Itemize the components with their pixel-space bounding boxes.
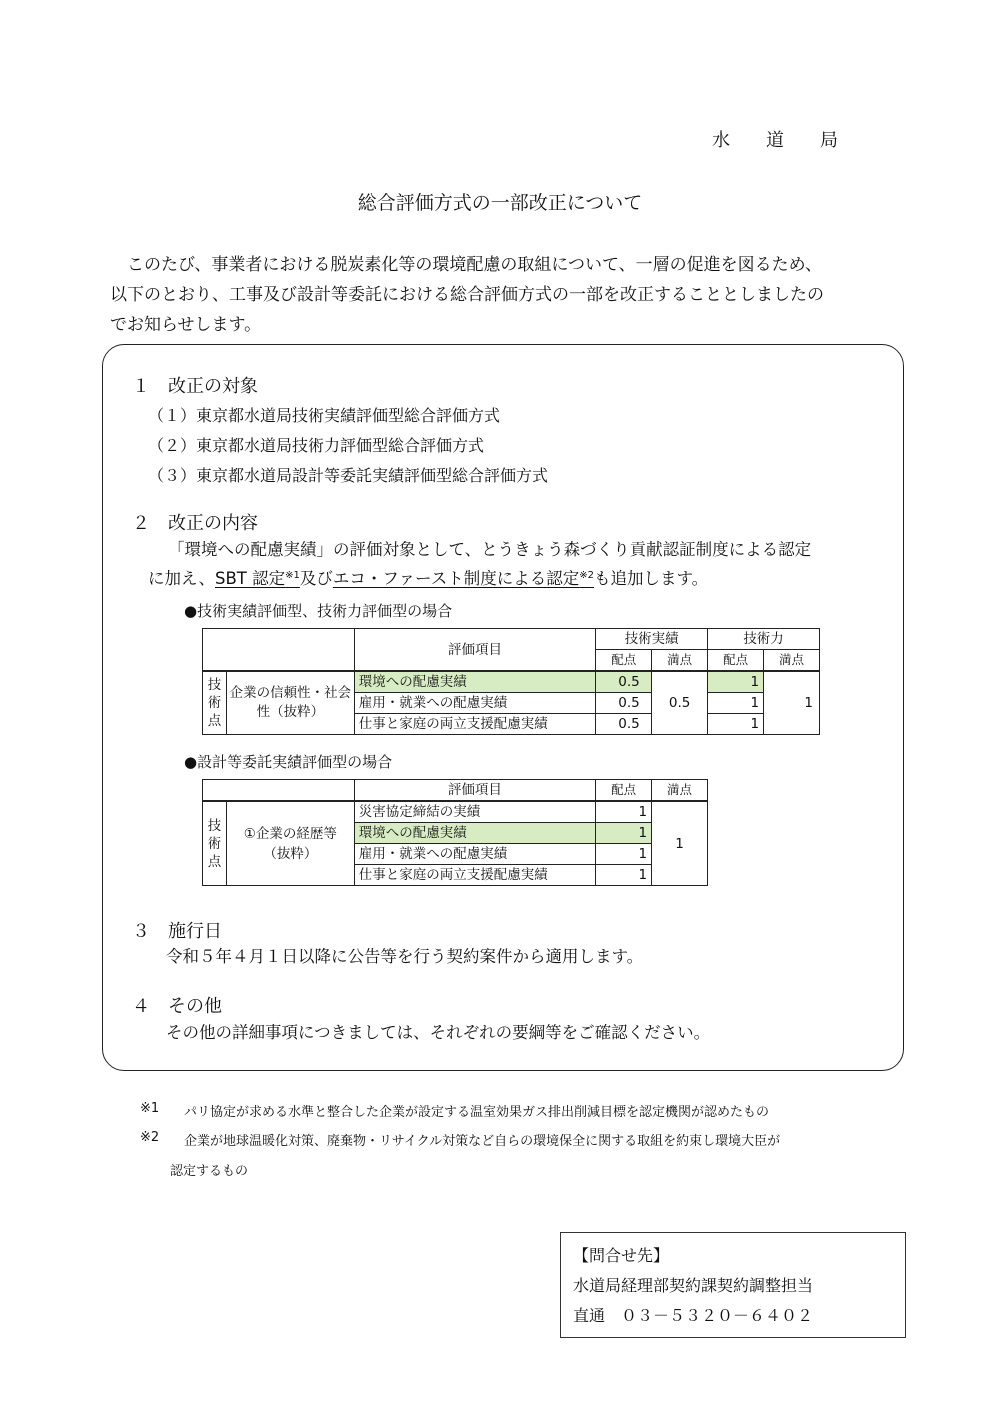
table1-g1-manten: 0.5 [652, 671, 708, 735]
sbt-certification [215, 569, 300, 588]
table1-row-item: 雇用・就業への配慮実績 [354, 693, 596, 714]
contact-label: 【問合せ先】 [573, 1246, 670, 1265]
table2-corner [203, 780, 355, 802]
table1-header-group2: 技術力 [708, 629, 820, 650]
table2-haiten: 1 [596, 823, 652, 844]
side-label-text: 技 術 点 [207, 817, 222, 870]
table1-row-item: 環境への配慮実績 [354, 671, 596, 693]
footnote-2-text: 企業が地球温暖化対策、廃棄物・リサイクル対策など自らの環境保全に関する取組を約束し環境大臣が [184, 1134, 781, 1149]
table2-category-line2: （抜粋） [263, 845, 318, 862]
table2-haiten: 1 [596, 844, 652, 865]
eco-first-certification [333, 569, 594, 588]
table2-header-manten: 満点 [652, 780, 708, 802]
table1-g1-haiten: 0.5 [596, 671, 652, 693]
table1-g2-haiten: 1 [708, 693, 764, 714]
section4-text: その他の詳細事項につきましては、それぞれの要綱等をご確認ください。 [166, 1023, 711, 1042]
table2-manten: 1 [652, 801, 708, 886]
intro-line: でお知らせします。 [110, 315, 262, 335]
footnote-1-text: パリ協定が求める水準と整合した企業が設定する温室効果ガス排出削減目標を認定機関が認めたもの [184, 1105, 770, 1120]
intro-paragraph [110, 250, 900, 340]
table1-header-haiten: 配点 [708, 650, 764, 672]
table1-row-item: 仕事と家庭の両立支援配慮実績 [354, 714, 596, 735]
table1-g2-haiten: 1 [708, 714, 764, 735]
table1-header-group1: 技術実績 [596, 629, 708, 650]
table1-caption: ●技術実績評価型、技術力評価型の場合 [184, 602, 453, 620]
contact-box [560, 1232, 906, 1338]
footnote-ref-2: ※2 [579, 570, 594, 581]
intro-line: このたび、事業者における脱炭素化等の環境配慮の取組について、一層の促進を図るため、 [110, 255, 822, 275]
table1-g1-haiten: 0.5 [596, 693, 652, 714]
para-text: に加え、 [148, 569, 215, 588]
table2-haiten: 1 [596, 801, 652, 823]
footnote-1-mark: ※1 [140, 1101, 160, 1116]
section2-para-line1: 「環境への配慮実績」の評価対象として、とうきょう森づくり貢献認証制度による認定 [168, 540, 812, 559]
table1-header-manten: 満点 [764, 650, 820, 672]
table2-category-line1: ①企業の経歴等 [243, 825, 337, 842]
section2-para-line2 [148, 564, 708, 593]
table2-side-label [203, 801, 227, 886]
side-label-text: 技 術 点 [207, 677, 222, 729]
table1-g1-haiten: 0.5 [596, 714, 652, 735]
para-text: 及び [299, 569, 333, 588]
table2-category [226, 801, 354, 886]
section1-heading: １ 改正の対象 [132, 376, 258, 397]
footnote-ref-1: ※1 [285, 570, 300, 581]
sbt-text: SBT 認定 [215, 569, 286, 588]
page-title: 総合評価方式の一部改正について [357, 192, 643, 214]
table1-header-item: 評価項目 [354, 629, 596, 672]
section1-item: （２）東京都水道局技術力評価型総合評価方式 [148, 436, 485, 455]
table2-haiten: 1 [596, 865, 652, 886]
table1-side-label [203, 671, 227, 735]
table2-header-item: 評価項目 [354, 780, 595, 802]
table2-row-item: 雇用・就業への配慮実績 [354, 844, 595, 865]
table2-row-item: 仕事と家庭の両立支援配慮実績 [354, 865, 595, 886]
table2-row-item: 災害協定締結の実績 [354, 801, 595, 823]
table2-header-haiten: 配点 [596, 780, 652, 802]
evaluation-table-2 [202, 779, 708, 886]
section4-heading: ４ その他 [132, 996, 222, 1017]
footnote-2-mark: ※2 [140, 1130, 160, 1145]
table2-row-item: 環境への配慮実績 [354, 823, 595, 844]
section2-heading: ２ 改正の内容 [132, 513, 258, 534]
section3-text: 令和５年４月１日以降に公告等を行う契約案件から適用します。 [166, 947, 644, 966]
contact-phone: 直通 ０３－５３２０－６４０２ [573, 1306, 814, 1325]
table2-caption: ●設計等委託実績評価型の場合 [184, 753, 393, 771]
table1-corner [203, 629, 355, 672]
intro-line: 以下のとおり、工事及び設計等委託における総合評価方式の一部を改正することとしましたの [110, 285, 824, 305]
para-text: も追加します。 [593, 569, 709, 588]
table1-header-haiten: 配点 [596, 650, 652, 672]
table1-header-manten: 満点 [652, 650, 708, 672]
section3-heading: ３ 施行日 [132, 921, 222, 942]
organization-name: 水 道 局 [712, 130, 838, 151]
section1-item: （１）東京都水道局技術実績評価型総合評価方式 [148, 406, 501, 425]
eco-first-text: エコ・ファースト制度による認定 [332, 569, 580, 588]
table1-g2-manten: 1 [764, 671, 820, 735]
evaluation-table-1 [202, 628, 820, 735]
section1-item: （３）東京都水道局設計等委託実績評価型総合評価方式 [148, 466, 549, 485]
footnote-2-text-cont: 認定するもの [170, 1164, 249, 1179]
table1-g2-haiten: 1 [708, 671, 764, 693]
contact-department: 水道局経理部契約課契約調整担当 [573, 1276, 814, 1295]
table1-category: 企業の信頼性・社会性（抜粋） [226, 671, 354, 735]
